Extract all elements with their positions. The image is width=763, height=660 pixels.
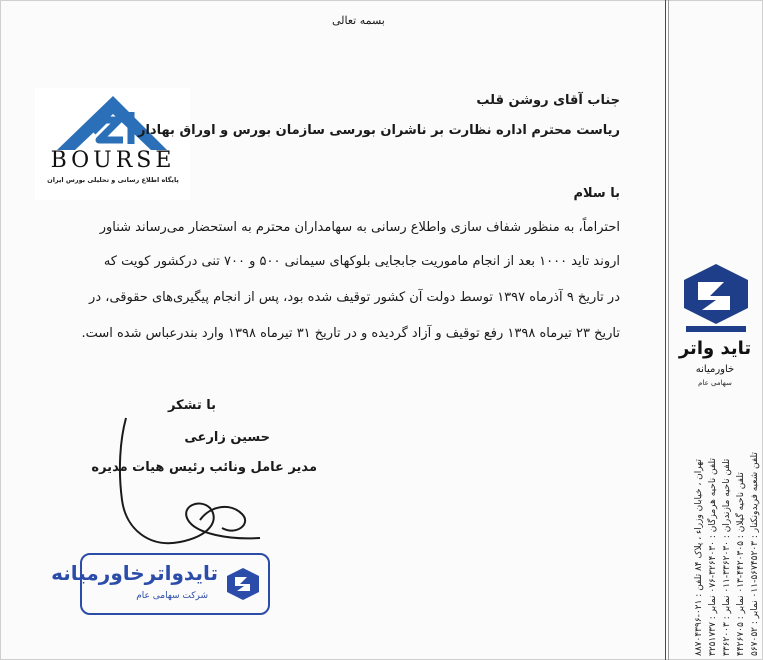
- contact-line: تلفن ناحیه گیلان : ۴۴۲۰۳۰۵-۰۱۳ نمابر : ۴۴۲۶۷۰۵: [736, 472, 746, 656]
- stamp-type: شرکت سهامی عام: [136, 591, 208, 601]
- recipient-position: ریاست محترم اداره نظارت بر ناشران بورسی سازمان بورس و اوراق بهادار: [137, 123, 620, 138]
- stamp-name: تایدواترخاورمیانه: [51, 561, 218, 585]
- body-line: در تاریخ ۹ آذرماه ۱۳۹۷ توسط دولت آن کشور توقیف شده بود، پس از انجام پیگیری‌های حقوقی، در: [89, 290, 620, 305]
- signer-title: مدیر عامل ونائب رئیس هیات مدیره: [91, 460, 317, 475]
- bourse-logo: [35, 88, 190, 200]
- body-line: تاریخ ۲۳ تیرماه ۱۳۹۸ رفع توقیف و آزاد گردیده و در تاریخ ۳۱ تیرماه ۱۳۹۸ وارد بندرعباس شده است.: [81, 326, 620, 341]
- contact-info: [692, 404, 763, 656]
- company-region: خاورمیانه: [695, 364, 735, 375]
- body-line: اروند تاید ۱۰۰۰ بعد از انجام ماموریت جابجایی بلوکهای سیمانی ۵۰۰ و ۷۰۰ تنی درکشور کویت که: [103, 254, 620, 269]
- contact-line: تلفن شعبه فریدونکنار : ۵۶۷۴۵۲۰۳-۰۱۱ نمابر : ۵۶۷۰۵۲: [750, 452, 760, 656]
- contact-line: تلفن ناحیه هرمزگان : ۳۲۶۴۰۳۰-۰۷۶ نمابر : ۳۲۵۱۷۳۷: [708, 458, 718, 656]
- company-name: تاید واتر: [678, 338, 752, 359]
- signer-name: حسین زارعی: [184, 430, 270, 445]
- vertical-rule-secondary: [668, 0, 669, 660]
- tidewater-logo-icon: [680, 262, 752, 338]
- signature-icon: [60, 410, 280, 560]
- vertical-rule: [665, 0, 666, 660]
- company-stamp: [51, 553, 270, 615]
- contact-line: تهران ، خیابان وزراء ، پلاک ۸۴ تلفن : ۰۲۱-۸۸۷۰۴۳۹۶: [694, 459, 704, 656]
- bourse-subtitle: پایگاه اطلاع رسانی و تحلیلی بورس ایران: [47, 176, 179, 184]
- body-line: احتراماً، به منظور شفاف سازی واطلاع رسانی به سهامداران محترم به استحضار می‌رساند شناور: [99, 220, 620, 235]
- contact-line: تلفن ناحیه مازندران : ۳۳۶۲۰۳۰-۰۱۱ نمابر : ۳۳۶۲۰۰۳: [722, 458, 732, 656]
- greeting: با سلام: [573, 186, 620, 201]
- closing: با تشکر: [167, 398, 216, 413]
- recipient: جناب آقای روشن قلب: [476, 93, 620, 108]
- bourse-wordmark: BOURSE: [50, 148, 176, 173]
- company-type: سهامی عام: [698, 379, 732, 387]
- basmala: بسمه تعالی: [332, 14, 385, 27]
- stamp-logo-icon: [226, 567, 260, 601]
